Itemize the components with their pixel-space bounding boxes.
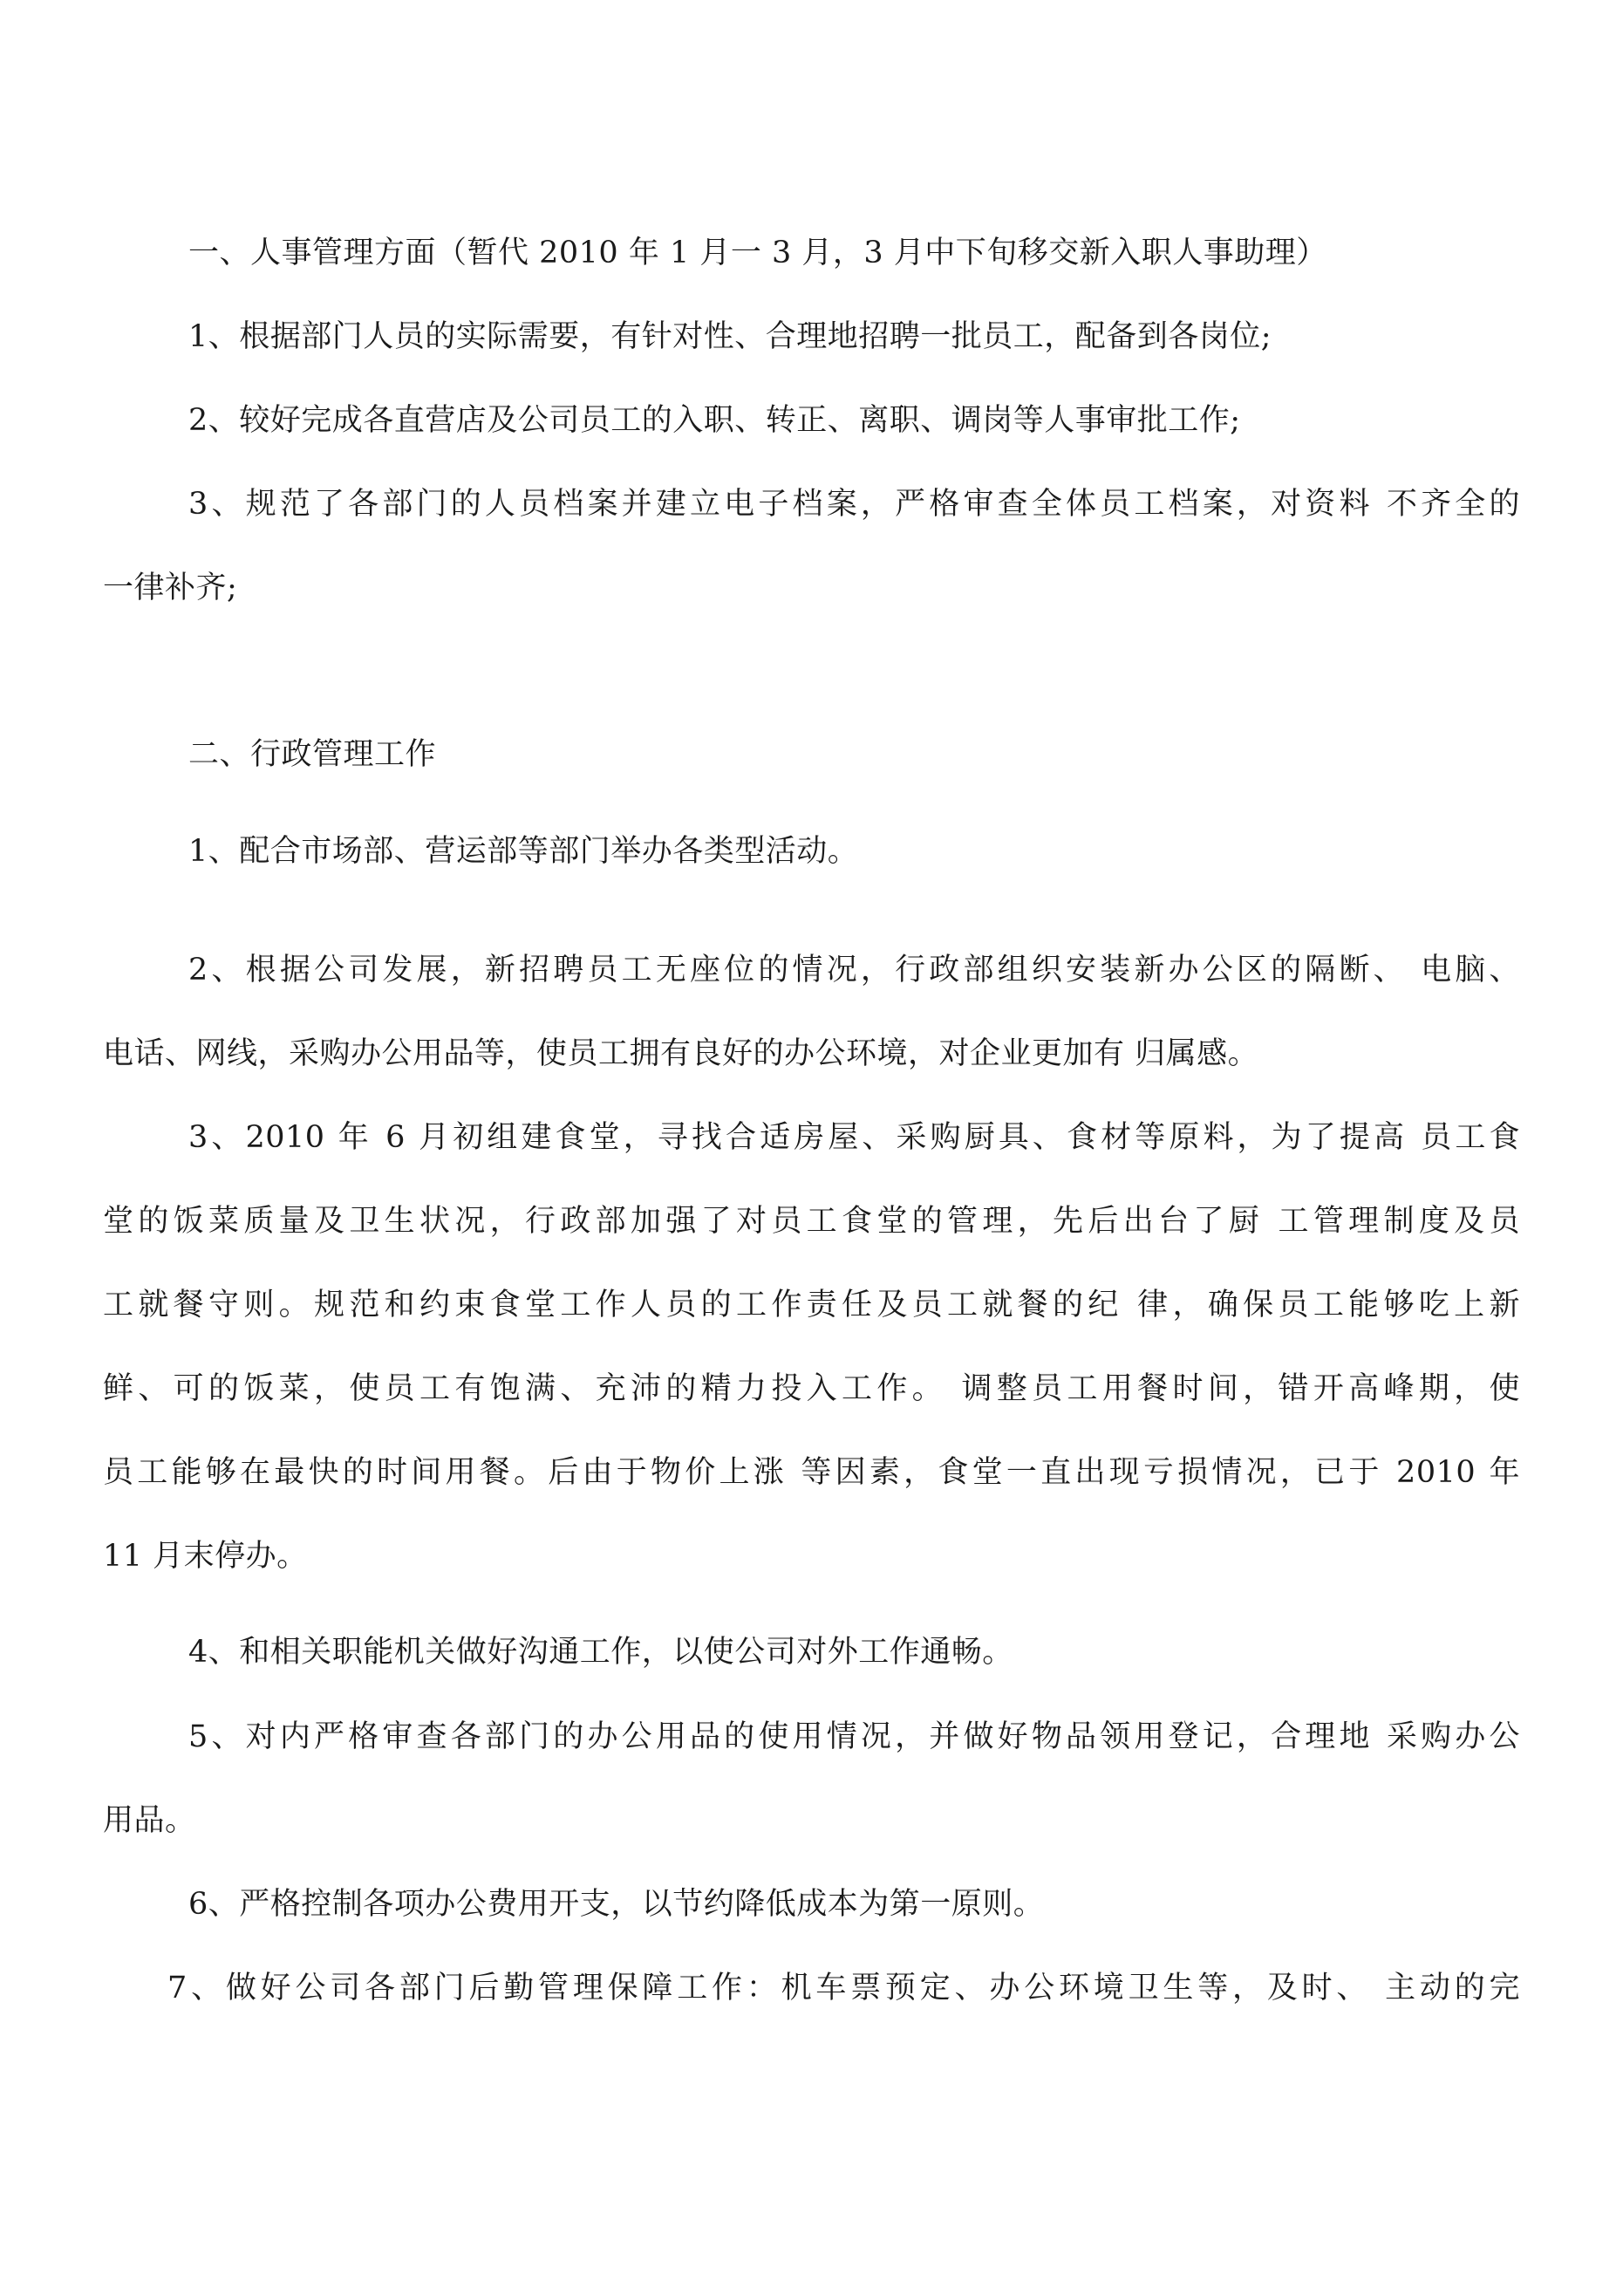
section-heading-admin: 二、行政管理工作 [188,737,437,772]
paragraph-line: 堂的饭菜质量及卫生状况，行政部加强了对员工食堂的管理，先后出台了厨 工管理制度及员 [103,1204,1520,1239]
paragraph-line: 1、配合市场部、营运部等部门举办各类型活动。 [188,834,859,869]
paragraph-line: 2、根据公司发展，新招聘员工无座位的情况，行政部组织安装新办公区的隔断、 电脑、 [188,953,1520,987]
paragraph-line: 3、规范了各部门的人员档案并建立电子档案，严格审查全体员工档案，对资料 不齐全的 [188,487,1520,522]
paragraph-line: 用品。 [103,1803,196,1838]
paragraph-line: 4、和相关职能机关做好沟通工作，以使公司对外工作通畅。 [188,1635,1013,1670]
paragraph-line: 鲜、可的饭菜，使员工有饱满、充沛的精力投入工作。 调整员工用餐时间，错开高峰期，使 [103,1371,1520,1406]
paragraph-line: 11 月末停办。 [103,1539,308,1574]
paragraph-line: 5、对内严格审查各部门的办公用品的使用情况，并做好物品领用登记，合理地 采购办公 [188,1719,1520,1754]
section-heading-personnel: 一、人事管理方面（暂代 2010 年 1 月一 3 月，3 月中下旬移交新入职人事助理） [188,236,1327,270]
paragraph-line: 电话、网线，采购办公用品等，使员工拥有良好的办公环境，对企业更加有 归属感。 [103,1036,1259,1071]
paragraph-line: 6、严格控制各项办公费用开支，以节约降低成本为第一原则。 [188,1887,1045,1922]
paragraph-line: 员工能够在最快的时间用餐。后由于物价上涨 等因素，食堂一直出现亏损情况，已于 2010 年 [103,1455,1520,1490]
paragraph-line: 7、做好公司各部门后勤管理保障工作：机车票预定、办公环境卫生等，及时、 主动的完 [167,1971,1520,2006]
paragraph-line: 一律补齐; [103,571,238,605]
paragraph-line: 工就餐守则。规范和约束食堂工作人员的工作责任及员工就餐的纪 律，确保员工能够吃上新 [103,1288,1520,1322]
paragraph-line: 3、2010 年 6 月初组建食堂，寻找合适房屋、采购厨具、食材等原料，为了提高 员工食 [188,1120,1520,1155]
paragraph-line: 2、较好完成各直营店及公司员工的入职、转正、离职、调岗等人事审批工作; [188,403,1241,438]
paragraph-line: 1、根据部门人员的实际需要，有针对性、合理地招聘一批员工，配备到各岗位; [188,319,1272,354]
